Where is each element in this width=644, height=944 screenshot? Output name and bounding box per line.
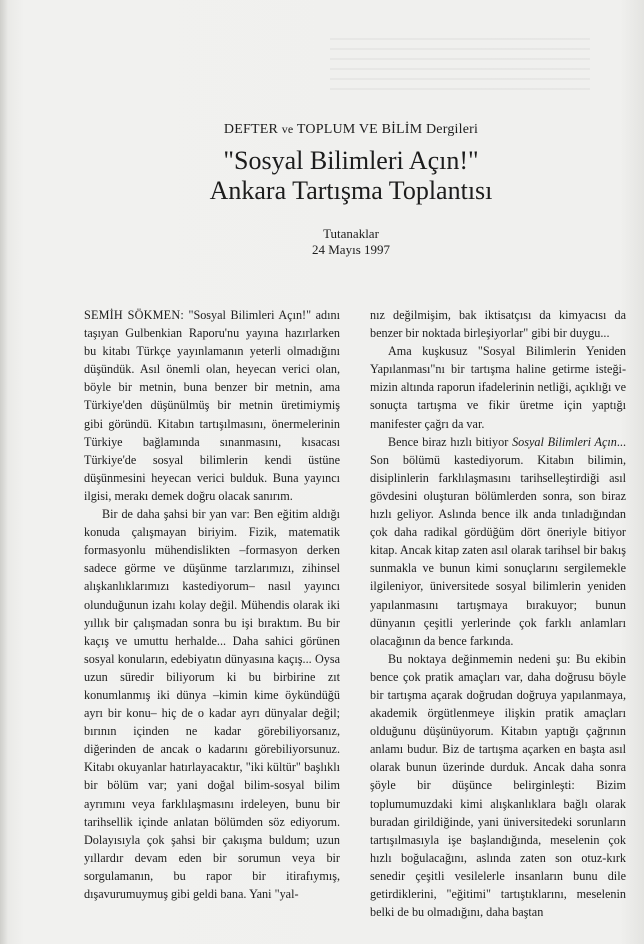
book-title-italic: Sosyal Bilimleri Açın xyxy=(512,434,617,449)
article-title xyxy=(58,146,644,206)
series-connector: ve xyxy=(281,122,294,136)
right-column xyxy=(370,306,626,921)
series-name-b: TOPLUM VE BİLİM Dergileri xyxy=(296,122,479,137)
article-header xyxy=(0,122,644,258)
title-line-1: "Sosyal Bilimleri Açın!" xyxy=(223,146,479,175)
subtitle: Tutanaklar xyxy=(323,226,379,241)
paragraph-text: ... Son bölümü kastediyorum. Kitabın bilimin, disiplinlerin farklılaşmasını tarihselleştirdiği asıl gövdesini oluşturan bölümlerden sonra, son biraz hızlı geliyor. Aslında bence ilk anda tınladığından çok daha radikal gördüğüm dört öneriyle bitiyor kitap. Ancak kitap zaten asıl olarak tarihsel bir bakış sunmakla ve bunun kimi sonuçlarını sergilemekle ilgileniyor, üniversitede sosyal bilimlerin yeniden yapılanmasını tartışmaya bırakuyor; bunun dünyanın çeşitli yerlerinde çok farklı anlamları olacağının da bence farkında. xyxy=(370,434,627,648)
article-meta xyxy=(58,226,644,258)
paragraph xyxy=(370,433,626,650)
speaker-name: SEMİH SÖKMEN: xyxy=(84,308,184,322)
paragraph: Bu noktaya değinmemin nedeni şu: Bu ekibin bence çok pratik amaçları var, daha doğrusu böyle bir tartışma açarak doğrudan doğruya yapılanmaya, akademik örgütlenmeye ilişkin pratik amaçları olduğunu düşünüyorum. Kitabın yaptığı çağrının anlamı budur. Biz de tartışma açarken en başta asıl olarak bunun üzerinde durduk. Ancak daha sonra şöyle bir düşünce belirginleşti: Bizim toplumumuzdaki kimi alışkanlıklara bağlı olarak buradan girildiğinde, yani üniversitedeki sorunların tartışılmasıyla işe başlandığında, meselenin çok hızlı boğulacağını, aslında zaten son otuz-kırk senedir çeşitli vesilelerle insanların bunu dile getirdiklerini, "eğitimi" tartıştıklarını, meselenin belki de bu olmadığını, daha baştan xyxy=(370,651,626,920)
journal-series-line xyxy=(58,122,644,138)
paragraph: nız değilmişim, bak iktisatçısı da kimyacısı da benzer bir noktada birleşiyorlar" gibi bir duygu... xyxy=(370,308,626,341)
date: 24 Mayıs 1997 xyxy=(312,242,390,257)
series-name-a: DEFTER xyxy=(223,122,279,137)
paragraph: Bir de daha şahsi bir yan var: Ben eğitim aldığı konuda çalışmayan biriyim. Fizik, matematik formasyonlu mühendislikten –formasyon derken sadece görme ve düşünme tarzlarımızı, zihinsel alışkanlıklarımızı kastediyorum– nasıl yayıncı olunduğunun izahı kolay değil. Mühendis olarak iki yıllık bir çalışmadan sonra bu işi bıraktım. Bu bir kaçış ve umuttu herhalde... Daha sahici görünen sosyal konuların, edebiyatın dünyasına kaçış... Oysa uzun süredir biliyorum ki bu birbirine zıt konumlanmış iki dünya –kimin kime öykündüğü ayrı bir konu– hiç de o kadar ayrı dünyalar değil; bırının içinden ne kadar görebiliyorsanız, diğerinden de ancak o kadarını görebiliyorsunuz. Kitabı okuyanlar hatırlayacaktır, "iki kültür" başlıklı bir bölüm var; yani doğal bilim-sosyal bilim ayrımını veya farklılaşmasını irdeleyen, bunu bir tarihsellik içinde anlatan bölümden söz ediyorum. Dolayısıyla çok şahsi bir çakışma buldum; uzun yıllardır devam eden bir sorumun veya bir sorgulamanın, bu rapor bir itirafıymış, dışavurumuymuş gibi geldi bana. Yani "yal- xyxy=(84,507,340,901)
paragraph: Ama kuşkusuz "Sosyal Bilimlerin Yeniden Yapılanması"nı bir tartışma haline getirme isteğimizin altında raporun ifadelerinin netliği, açıklığı ve sonuçta tartışma ve fikir üretme için yaptığı manifester çağrı da var. xyxy=(370,344,626,431)
paragraph-text: "Sosyal Bilimleri Açın!" adını taşıyan Gulbenkian Raporu'nu yayına hazırlarken bu kitabı Türkçe yayınlamanın yeterli olmadığını düşündük. Asıl önemli olan, heyecan verici olan, böyle bir metnin, buna benzer bir metnin, ama Türkiye'den düşünülmüş bir metnin üretimiymiş gibi göründü. Kitabın tartışılmasını, önermelerinin Türkiye bağlamında sınanmasını, kısacası Türkiye'de sosyal bilimlerin kendi üstüne düşünmesini heyecan verici bulduk. Buna yayıncı ilgisi, merakı demek doğru olacak sanırım. xyxy=(84,308,341,503)
left-column xyxy=(84,306,340,903)
paragraph xyxy=(84,306,340,505)
bleed-through-text xyxy=(330,38,590,98)
paragraph-text: Bence biraz hızlı bitiyor xyxy=(388,434,513,449)
title-line-2: Ankara Tartışma Toplantısı xyxy=(209,176,493,205)
